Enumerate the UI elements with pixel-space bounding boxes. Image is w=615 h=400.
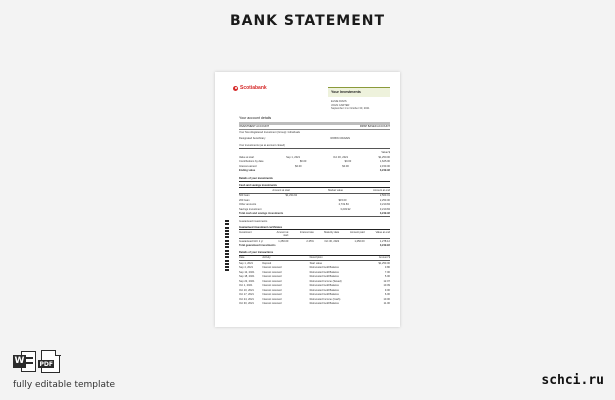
table-cell: Other amounts xyxy=(239,203,257,207)
table-cell: Guaranteed GIC 1 yr xyxy=(239,239,264,243)
table-cell xyxy=(323,194,347,198)
table-cell: 6.00 xyxy=(384,293,390,297)
table-cell: Reinvested Gold Balance xyxy=(309,266,339,270)
table-cell: 9.00 xyxy=(384,288,390,292)
table-cell: 10.09 xyxy=(383,284,390,288)
page-title: BANK STATEMENT xyxy=(229,13,386,29)
detail-subtitle: Cash and savings investments xyxy=(239,184,390,189)
table-cell: Value at start xyxy=(239,155,255,159)
table-cell: Sep 1, 2021 xyxy=(286,155,301,159)
table-cell: 2,719.84 xyxy=(338,203,349,207)
table-cell: 3.80 xyxy=(384,266,390,270)
beneficiary-row xyxy=(239,137,390,142)
table-cell: Interest received xyxy=(262,266,282,270)
table-cell: Savings investment xyxy=(239,207,262,211)
table-cell: Contributions by date xyxy=(239,160,264,164)
table-cell: Reinvested Gold Balance xyxy=(309,275,339,279)
transaction-row xyxy=(239,302,390,307)
table-cell: $0.00 xyxy=(295,164,302,168)
table-cell: Oct 30, 2022 xyxy=(324,239,340,243)
closed-line: Your investments (as at account closed) xyxy=(239,143,390,149)
beneficiary-value: ROBIN CRAVEN xyxy=(330,137,350,141)
table-cell xyxy=(279,203,301,207)
table-header-cell: Amount at start xyxy=(276,230,289,238)
template-caption: fully editable template xyxy=(13,380,116,390)
summary-row xyxy=(239,169,390,174)
table-cell: 3,219.84 xyxy=(379,207,390,211)
table-cell: $0.00 xyxy=(344,160,352,164)
table-cell xyxy=(272,244,288,248)
table-cell: Interest received xyxy=(262,270,282,274)
table-cell: $15.00 xyxy=(338,198,347,202)
table-cell: Reinvested Gold Balance xyxy=(309,270,339,274)
detail-title: Details of your investments xyxy=(239,177,390,182)
table-cell: Oct 30, 2021 xyxy=(239,302,254,306)
table-cell: Sep 1, 2021 xyxy=(239,261,253,265)
table-cell: Reinvested Income (Cash) xyxy=(309,297,341,301)
address-block xyxy=(328,100,390,111)
guaranteed-title: Guaranteed investment certificates xyxy=(239,226,390,231)
table-cell: 3,219.84 xyxy=(379,203,390,207)
table-header-cell: Investment xyxy=(239,230,252,234)
guaranteed-row xyxy=(239,244,390,249)
table-cell: 7.00 xyxy=(384,270,390,274)
table-cell: Interest received xyxy=(262,279,282,283)
table-cell: Reinvested Gold Balance xyxy=(309,284,339,288)
table-cell xyxy=(275,199,297,203)
format-icons xyxy=(13,350,60,373)
table-cell: 10.00 xyxy=(383,297,390,301)
table-cell: Sep 12, 2021 xyxy=(239,270,255,274)
table-cell: 3,249.92 xyxy=(379,169,390,173)
table-cell: 2.25% xyxy=(306,239,314,243)
table-cell: Total cash and savings investments xyxy=(239,212,284,216)
transactions-col-header: Date Activity Description Amount $ xyxy=(239,256,390,260)
account-details-title: Your account details xyxy=(239,116,272,120)
table-cell: 12.07 xyxy=(383,279,390,283)
table-cell: 1,625.00 xyxy=(379,160,390,164)
table-cell xyxy=(297,212,319,216)
table-cell: Oct 24, 2021 xyxy=(239,297,254,301)
table-header-cell: Amount paid xyxy=(349,230,365,234)
bank-name: Scotiabank xyxy=(240,85,267,91)
detail-col-header: Amount at start Market value Amount at end xyxy=(239,188,390,194)
account-header-cell: INVESTMENT ACCOUNT xyxy=(239,125,270,129)
summary-col-header: Value $ xyxy=(381,151,390,155)
address-line: ELSIE DAVIS xyxy=(331,100,347,103)
table-cell: Reinvested Gold Balance xyxy=(309,288,339,292)
account-header-cell: RRSP BASED ACCOUNT xyxy=(359,125,390,129)
address-line: September 1 to October 30, 2021 xyxy=(331,107,370,110)
table-cell: Oct 1, 2021 xyxy=(239,284,253,288)
table-cell xyxy=(279,169,301,173)
table-cell: Interest received xyxy=(262,275,282,279)
table-cell: Oct 30, 2021 xyxy=(333,155,349,159)
table-cell xyxy=(334,212,358,216)
table-cell: Sep 4, 2021 xyxy=(239,266,253,270)
plan-line: Your Non-Registered Investment (Group): Individuals xyxy=(239,130,300,134)
table-header-cell: Value at end xyxy=(375,230,390,234)
address-line: JOHN CARTER xyxy=(331,103,350,107)
table-cell: 2,150.00 xyxy=(379,164,390,168)
table-cell: 2,250.00 xyxy=(379,198,390,202)
table-cell: 3,249.92 xyxy=(379,244,390,248)
table-cell: Interest received xyxy=(262,293,282,297)
table-cell: 1,250.00 xyxy=(278,239,289,243)
table-cell: $1,250.00 xyxy=(378,155,390,159)
table-cell: 1,278.12 xyxy=(379,239,390,243)
table-cell xyxy=(349,244,365,248)
barcode-strip xyxy=(225,220,229,273)
table-cell: 5.00 xyxy=(384,275,390,279)
table-cell: 11.00 xyxy=(383,302,390,306)
table-cell: $0.00 xyxy=(342,164,349,168)
table-header-cell: Maturity date xyxy=(324,230,340,234)
table-cell: 1,250.00 xyxy=(354,239,365,243)
transactions-title: Details of your transactions xyxy=(239,251,390,256)
guaranteed-col-header xyxy=(239,230,390,239)
table-cell: Oct 17, 2021 xyxy=(239,293,254,297)
table-cell xyxy=(283,208,305,212)
table-cell: Total guaranteed investments xyxy=(239,244,276,248)
word-icon: W xyxy=(13,350,36,373)
bank-logo-icon xyxy=(233,86,238,91)
table-cell: Interest received xyxy=(262,288,282,292)
summary-table xyxy=(239,155,390,173)
table-cell: Interest received xyxy=(262,302,282,306)
detail-row xyxy=(239,212,390,218)
table-cell: Reinvested Income (Saved) xyxy=(309,279,342,283)
transactions-table xyxy=(239,261,390,306)
table-cell: Start value xyxy=(309,261,323,265)
table-cell: $1,234.92 xyxy=(285,194,298,198)
investments-title: Your Investments xyxy=(328,87,390,97)
pdf-icon: PDF xyxy=(41,350,60,373)
table-cell: Oct 10, 2021 xyxy=(239,288,254,292)
table-cell: 3,249.92 xyxy=(379,212,390,216)
table-cell: 3,249.92 xyxy=(340,207,351,211)
beneficiary-label: Designated beneficiary xyxy=(239,137,266,141)
table-cell: Reinvested Gold Balance xyxy=(309,302,339,306)
table-cell: Sep 22, 2021 xyxy=(239,279,255,283)
table-cell: 500 Gain xyxy=(239,194,250,198)
site-brand[interactable]: schci.ru xyxy=(541,373,604,388)
statement-header xyxy=(223,78,392,110)
table-cell: Reinvested Gold Balance xyxy=(309,293,339,297)
detail-table xyxy=(239,194,390,218)
table-cell xyxy=(324,169,348,173)
bank-logo xyxy=(233,85,267,92)
table-cell: $0.00 xyxy=(299,160,307,164)
table-header-cell: Interest rate xyxy=(299,230,314,234)
table-cell: 200 Gain xyxy=(239,198,250,202)
table-cell: Interest earned xyxy=(239,164,257,168)
table-cell: Interest received xyxy=(262,284,282,288)
table-cell xyxy=(298,244,314,248)
table-cell: Deposit xyxy=(262,261,272,265)
guaranteed-label: Guaranteed investments xyxy=(239,219,268,223)
table-cell xyxy=(323,244,339,248)
table-cell: Interest received xyxy=(262,297,282,301)
guaranteed-table xyxy=(239,239,390,248)
table-cell: Ending value xyxy=(239,169,256,173)
statement-document xyxy=(215,72,400,327)
table-cell: $1,250.00 xyxy=(378,261,390,265)
table-cell: 2,500.01 xyxy=(379,194,390,198)
table-cell: Sep 18, 2021 xyxy=(239,275,255,279)
